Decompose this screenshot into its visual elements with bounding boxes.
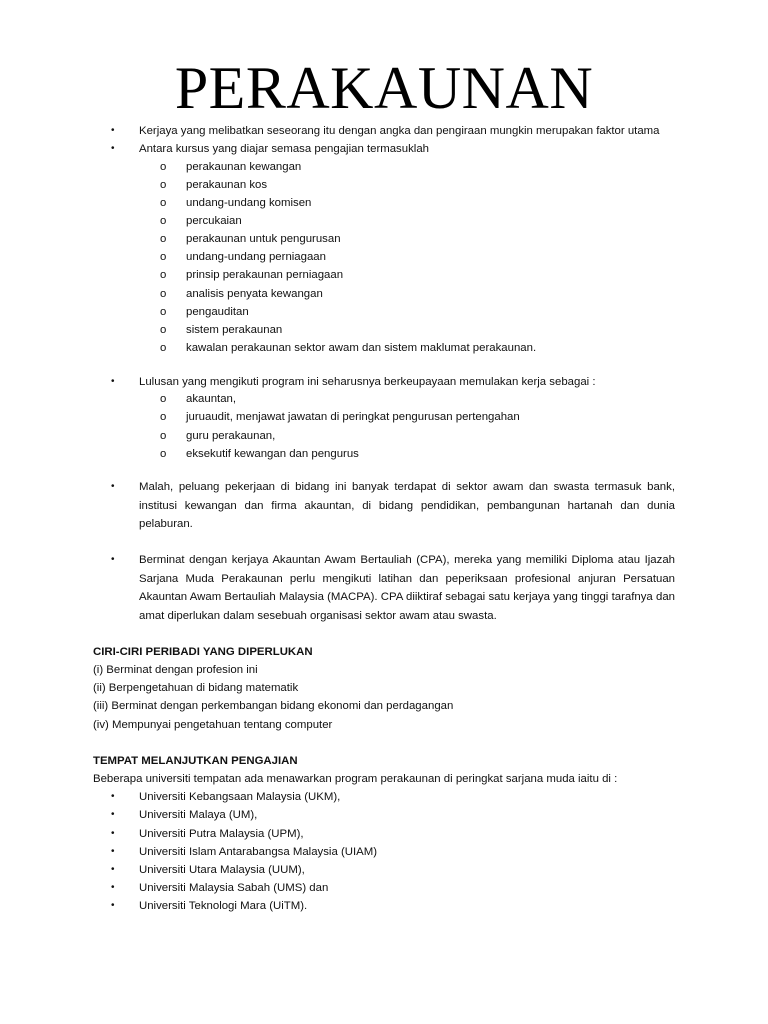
- university-item: Universiti Putra Malaysia (UPM),: [139, 828, 304, 840]
- cpa-paragraph: Berminat dengan kerjaya Akauntan Awam Bertauliah (CPA), mereka yang memiliki Diploma atau Ijazah Sarjana Muda Perakaunan perlu mengikuti latihan dan peperiksaan profesional anjuran Persatuan Akauntan Awam Bertauliah Malaysia (MACPA). CPA diiktiraf sebagai satu kerjaya yang tinggi tarafnya dan amat diperlukan dalam sesebuah organisasi sektor awam atau swasta.: [139, 554, 675, 622]
- sub-bullet-icon: o: [160, 288, 167, 300]
- university-item: Universiti Utara Malaysia (UUM),: [139, 864, 305, 876]
- bullet-icon: •: [111, 376, 115, 387]
- sub-bullet-icon: o: [160, 324, 167, 336]
- course-item: percukaian: [186, 215, 242, 227]
- course-item: prinsip perakaunan perniagaan: [186, 269, 344, 281]
- university-item: Universiti Teknologi Mara (UiTM).: [139, 900, 308, 912]
- course-item: analisis penyata kewangan: [186, 288, 323, 300]
- study-heading: TEMPAT MELANJUTKAN PENGAJIAN: [93, 755, 298, 767]
- job-item: juruaudit, menjawat jawatan di peringkat pengurusan pertengahan: [186, 411, 520, 423]
- sub-bullet-icon: o: [160, 393, 167, 405]
- job-item: akauntan,: [186, 393, 237, 405]
- bullet-icon: •: [111, 791, 115, 802]
- university-item: Universiti Islam Antarabangsa Malaysia (UIAM): [139, 846, 378, 858]
- bullet-icon: •: [111, 846, 115, 857]
- university-item: Universiti Kebangsaan Malaysia (UKM),: [139, 791, 341, 803]
- study-intro: Beberapa universiti tempatan ada menawarkan program perakaunan di peringkat sarjana muda iaitu di :: [93, 773, 618, 785]
- trait-item: (ii) Berpengetahuan di bidang matematik: [93, 682, 299, 694]
- course-item: kawalan perakaunan sektor awam dan sistem maklumat perakaunan.: [186, 342, 537, 354]
- sub-bullet-icon: o: [160, 215, 167, 227]
- traits-heading: CIRI-CIRI PERIBADI YANG DIPERLUKAN: [93, 646, 313, 658]
- university-item: Universiti Malaysia Sabah (UMS) dan: [139, 882, 329, 894]
- sub-bullet-icon: o: [160, 411, 167, 423]
- course-item: pengauditan: [186, 306, 249, 318]
- intro-bullet-2: Antara kursus yang diajar semasa pengajian termasuklah: [139, 143, 429, 155]
- sub-bullet-icon: o: [160, 233, 167, 245]
- sub-bullet-icon: o: [160, 342, 167, 354]
- graduates-bullet: Lulusan yang mengikuti program ini seharusnya berkeupayaan memulakan kerja sebagai :: [139, 376, 596, 388]
- sub-bullet-icon: o: [160, 430, 167, 442]
- trait-item: (iv) Mempunyai pengetahuan tentang computer: [93, 719, 333, 731]
- opportunities-paragraph: Malah, peluang pekerjaan di bidang ini banyak terdapat di sektor awam dan swasta termasuk bank, institusi kewangan dan firma akauntan, di bidang pendidikan, pembangunan hartanah dan dunia pelaburan.: [139, 481, 675, 530]
- sub-bullet-icon: o: [160, 269, 167, 281]
- bullet-icon: •: [111, 809, 115, 820]
- sub-bullet-icon: o: [160, 306, 167, 318]
- course-item: undang-undang komisen: [186, 197, 312, 209]
- sub-bullet-icon: o: [160, 197, 167, 209]
- page-title: PERAKAUNAN: [174, 55, 594, 121]
- job-item: guru perakaunan,: [186, 430, 276, 442]
- trait-item: (iii) Berminat dengan perkembangan bidang ekonomi dan perdagangan: [93, 700, 454, 712]
- course-item: perakaunan untuk pengurusan: [186, 233, 341, 245]
- sub-bullet-icon: o: [160, 161, 167, 173]
- course-item: perakaunan kos: [186, 179, 268, 191]
- intro-bullet-1: Kerjaya yang melibatkan seseorang itu dengan angka dan pengiraan mungkin merupakan faktor utama: [139, 125, 660, 137]
- sub-bullet-icon: o: [160, 179, 167, 191]
- bullet-icon: •: [111, 882, 115, 893]
- university-item: Universiti Malaya (UM),: [139, 809, 258, 821]
- trait-item: (i) Berminat dengan profesion ini: [93, 664, 258, 676]
- sub-bullet-icon: o: [160, 448, 167, 460]
- course-item: sistem perakaunan: [186, 324, 283, 336]
- bullet-icon: •: [111, 828, 115, 839]
- bullet-icon: •: [111, 125, 115, 136]
- bullet-icon: •: [111, 554, 115, 565]
- course-item: perakaunan kewangan: [186, 161, 302, 173]
- bullet-icon: •: [111, 143, 115, 154]
- bullet-icon: •: [111, 900, 115, 911]
- bullet-icon: •: [111, 864, 115, 875]
- sub-bullet-icon: o: [160, 251, 167, 263]
- job-item: eksekutif kewangan dan pengurus: [186, 448, 359, 460]
- course-item: undang-undang perniagaan: [186, 251, 326, 263]
- bullet-icon: •: [111, 481, 115, 492]
